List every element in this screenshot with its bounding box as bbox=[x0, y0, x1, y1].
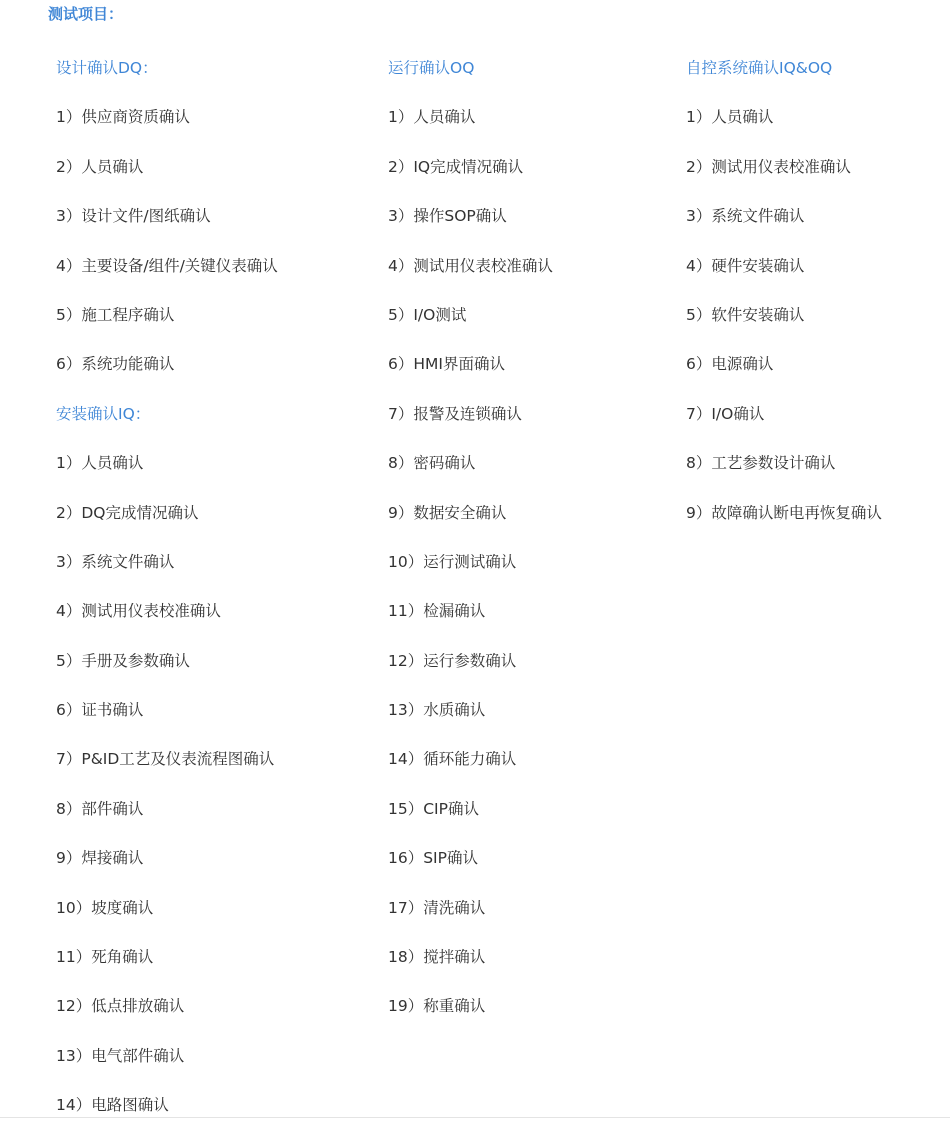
list-item: 5）软件安装确认 bbox=[686, 305, 805, 324]
page-title: 测试项目： bbox=[48, 5, 124, 23]
list-item: 4）测试用仪表校准确认 bbox=[388, 256, 553, 275]
list-item: 2）人员确认 bbox=[56, 157, 144, 176]
list-item: 6）HMI界面确认 bbox=[388, 355, 505, 374]
section-title: 自控系统确认IQ&OQ bbox=[686, 59, 833, 77]
list-item: 2）IQ完成情况确认 bbox=[388, 157, 524, 176]
list-item: 12）运行参数确认 bbox=[388, 651, 517, 670]
list-item: 16）SIP确认 bbox=[388, 849, 478, 868]
list-item: 4）测试用仪表校准确认 bbox=[56, 602, 221, 621]
list-item: 6）证书确认 bbox=[56, 701, 144, 720]
section-title: 设计确认DQ： bbox=[56, 59, 158, 77]
list-item: 1）供应商资质确认 bbox=[56, 108, 190, 127]
list-item: 1）人员确认 bbox=[388, 108, 476, 127]
list-item: 19）称重确认 bbox=[388, 997, 486, 1016]
list-item: 1）人员确认 bbox=[686, 108, 774, 127]
list-item: 7）报警及连锁确认 bbox=[388, 404, 522, 423]
list-item: 2）DQ完成情况确认 bbox=[56, 503, 199, 522]
list-item: 3）系统文件确认 bbox=[56, 552, 175, 571]
list-item: 5）施工程序确认 bbox=[56, 305, 175, 324]
list-item: 11）死角确认 bbox=[56, 948, 154, 967]
section-title: 安装确认IQ： bbox=[56, 404, 151, 423]
list-item: 3）系统文件确认 bbox=[686, 207, 805, 226]
list-item: 1）人员确认 bbox=[56, 454, 144, 473]
list-item: 10）坡度确认 bbox=[56, 898, 154, 917]
list-item: 17）清洗确认 bbox=[388, 898, 486, 917]
list-item: 5）手册及参数确认 bbox=[56, 651, 190, 670]
list-item: 9）故障确认断电再恢复确认 bbox=[686, 503, 882, 522]
list-item: 9）焊接确认 bbox=[56, 849, 144, 868]
list-item: 11）检漏确认 bbox=[388, 602, 486, 621]
list-item: 7）P&ID工艺及仪表流程图确认 bbox=[56, 750, 275, 769]
list-item: 14）电路图确认 bbox=[56, 1096, 169, 1115]
divider bbox=[0, 1117, 950, 1118]
list-item: 8）工艺参数设计确认 bbox=[686, 454, 836, 473]
list-item: 8）密码确认 bbox=[388, 454, 476, 473]
list-item: 3）设计文件/图纸确认 bbox=[56, 207, 211, 226]
list-item: 4）主要设备/组件/关键仪表确认 bbox=[56, 256, 278, 275]
column-design-install bbox=[56, 53, 278, 1140]
list-item: 15）CIP确认 bbox=[388, 799, 479, 818]
section-title: 运行确认OQ bbox=[388, 59, 475, 77]
list-item: 6）系统功能确认 bbox=[56, 355, 175, 374]
list-item: 10）运行测试确认 bbox=[388, 552, 517, 571]
list-item: 13）水质确认 bbox=[388, 701, 486, 720]
list-item: 5）I/O测试 bbox=[388, 305, 467, 324]
list-item: 8）部件确认 bbox=[56, 799, 144, 818]
column-automation bbox=[686, 53, 882, 547]
list-item: 13）电气部件确认 bbox=[56, 1046, 185, 1065]
list-item: 4）硬件安装确认 bbox=[686, 256, 805, 275]
list-item: 18）搅拌确认 bbox=[388, 948, 486, 967]
list-item: 2）测试用仪表校准确认 bbox=[686, 157, 851, 176]
list-item: 3）操作SOP确认 bbox=[388, 207, 507, 226]
list-item: 7）I/O确认 bbox=[686, 404, 765, 423]
list-item: 9）数据安全确认 bbox=[388, 503, 507, 522]
column-operation bbox=[388, 53, 553, 1041]
list-item: 12）低点排放确认 bbox=[56, 997, 185, 1016]
list-item: 6）电源确认 bbox=[686, 355, 774, 374]
list-item: 14）循环能力确认 bbox=[388, 750, 517, 769]
